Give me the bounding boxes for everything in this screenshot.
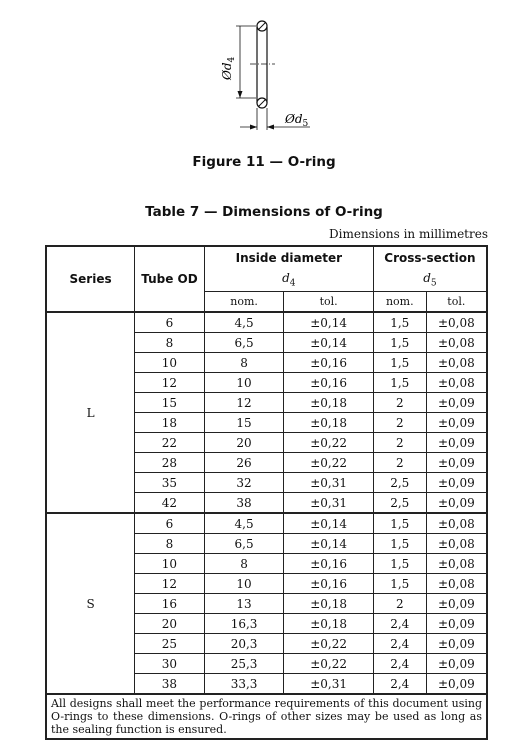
d4-tol-cell: ±0,22 [284,634,374,654]
d4-tol-cell: ±0,16 [284,574,374,594]
d5-nom-cell: 1,5 [373,333,426,353]
d5-tol-cell: ±0,09 [426,493,487,514]
d4-tol-cell: ±0,16 [284,353,374,373]
d4-nom-cell: 20 [204,433,284,453]
d4-tol-cell: ±0,14 [284,534,374,554]
tube-od-cell: 10 [135,554,205,574]
d5-tol-cell: ±0,09 [426,413,487,433]
figure-caption: Figure 11 — O-ring [192,154,336,170]
series-cell: L [46,312,135,513]
d5-nom-cell: 1,5 [373,312,426,333]
d5-tol-cell: ±0,09 [426,674,487,695]
tube-od-cell: 10 [135,353,205,373]
d4-nom-cell: 4,5 [204,513,284,534]
d4-tol-cell: ±0,14 [284,513,374,534]
d5-tol-cell: ±0,09 [426,654,487,674]
d4-tol-cell: ±0,16 [284,554,374,574]
d4-nom-cell: 38 [204,493,284,514]
tube-od-cell: 12 [135,574,205,594]
tube-od-cell: 25 [135,634,205,654]
d4-nom-cell: 4,5 [204,312,284,333]
d5-tol-cell: ±0,09 [426,594,487,614]
d4-nom-cell: 10 [204,373,284,393]
tube-od-cell: 8 [135,534,205,554]
d5-nom-cell: 2 [373,594,426,614]
d5-nom-cell: 1,5 [373,373,426,393]
dimensions-table [45,245,488,740]
d5-nom-cell: 2,4 [373,674,426,695]
d4-nom-cell: 25,3 [204,654,284,674]
d4-nom-cell: 8 [204,353,284,373]
header-d4-nom: nom. [204,292,284,313]
d5-label: $Ød_5$ [285,112,309,129]
d5-nom-cell: 1,5 [373,353,426,373]
header-inside-diameter: Inside diameter [204,246,373,269]
d5-tol-cell: ±0,08 [426,373,487,393]
tube-od-cell: 30 [135,654,205,674]
d4-nom-cell: 8 [204,554,284,574]
d5-tol-cell: ±0,09 [426,453,487,473]
d5-tol-cell: ±0,08 [426,574,487,594]
d5-nom-cell: 2 [373,433,426,453]
d4-nom-cell: 33,3 [204,674,284,695]
d5-nom-cell: 2 [373,453,426,473]
tube-od-cell: 42 [135,493,205,514]
d4-label: $Ød_4$ [220,56,237,80]
table-row [46,312,487,333]
d4-nom-cell: 6,5 [204,333,284,353]
series-cell: S [46,513,135,694]
tube-od-cell: 28 [135,453,205,473]
d4-tol-cell: ±0,18 [284,393,374,413]
header-d5: $d_5$ [373,269,487,292]
table-note: All designs shall meet the performance requirements of this document using O-rings to these dimensions. O-rings of other sizes may be used as long as the sealing function is ensured. [46,694,487,739]
table-title: Table 7 — Dimensions of O-ring [145,204,383,220]
header-series: Series [46,246,135,312]
o-ring-figure [0,0,528,140]
tube-od-cell: 20 [135,614,205,634]
d4-tol-cell: ±0,14 [284,333,374,353]
tube-od-cell: 15 [135,393,205,413]
d5-nom-cell: 1,5 [373,513,426,534]
d5-nom-cell: 2,5 [373,493,426,514]
d5-tol-cell: ±0,08 [426,513,487,534]
tube-od-cell: 38 [135,674,205,695]
header-d4: $d_4$ [204,269,373,292]
tube-od-cell: 22 [135,433,205,453]
d4-nom-cell: 32 [204,473,284,493]
d5-nom-cell: 1,5 [373,534,426,554]
d4-nom-cell: 16,3 [204,614,284,634]
tube-od-cell: 12 [135,373,205,393]
d4-tol-cell: ±0,14 [284,312,374,333]
tube-od-cell: 16 [135,594,205,614]
header-d5-tol: tol. [426,292,487,313]
d4-nom-cell: 20,3 [204,634,284,654]
d5-nom-cell: 2,5 [373,473,426,493]
d5-tol-cell: ±0,08 [426,534,487,554]
d5-nom-cell: 2,4 [373,654,426,674]
tube-od-cell: 8 [135,333,205,353]
units-note: Dimensions in millimetres [329,227,488,241]
d5-nom-cell: 1,5 [373,574,426,594]
d4-tol-cell: ±0,18 [284,594,374,614]
table-row [46,513,487,534]
header-tube-od: Tube OD [135,246,205,312]
d4-nom-cell: 15 [204,413,284,433]
tube-od-cell: 18 [135,413,205,433]
d5-tol-cell: ±0,09 [426,433,487,453]
d4-tol-cell: ±0,22 [284,433,374,453]
d5-nom-cell: 1,5 [373,554,426,574]
d5-tol-cell: ±0,09 [426,473,487,493]
header-d5-nom: nom. [373,292,426,313]
d5-tol-cell: ±0,09 [426,614,487,634]
d4-tol-cell: ±0,31 [284,674,374,695]
d5-tol-cell: ±0,08 [426,312,487,333]
d4-nom-cell: 13 [204,594,284,614]
tube-od-cell: 6 [135,312,205,333]
d5-tol-cell: ±0,08 [426,353,487,373]
d5-tol-cell: ±0,09 [426,393,487,413]
d5-nom-cell: 2 [373,393,426,413]
d5-nom-cell: 2,4 [373,634,426,654]
tube-od-cell: 6 [135,513,205,534]
d4-tol-cell: ±0,16 [284,373,374,393]
d5-tol-cell: ±0,08 [426,554,487,574]
d4-tol-cell: ±0,22 [284,453,374,473]
d4-nom-cell: 6,5 [204,534,284,554]
d4-tol-cell: ±0,22 [284,654,374,674]
d4-tol-cell: ±0,31 [284,493,374,514]
tube-od-cell: 35 [135,473,205,493]
d4-tol-cell: ±0,18 [284,614,374,634]
header-cross-section: Cross-section [373,246,487,269]
d4-tol-cell: ±0,31 [284,473,374,493]
d4-nom-cell: 12 [204,393,284,413]
d5-nom-cell: 2 [373,413,426,433]
table-body [46,312,487,694]
header-d4-tol: tol. [284,292,374,313]
d5-tol-cell: ±0,08 [426,333,487,353]
d4-tol-cell: ±0,18 [284,413,374,433]
d5-tol-cell: ±0,09 [426,634,487,654]
d4-nom-cell: 26 [204,453,284,473]
d5-nom-cell: 2,4 [373,614,426,634]
d4-nom-cell: 10 [204,574,284,594]
